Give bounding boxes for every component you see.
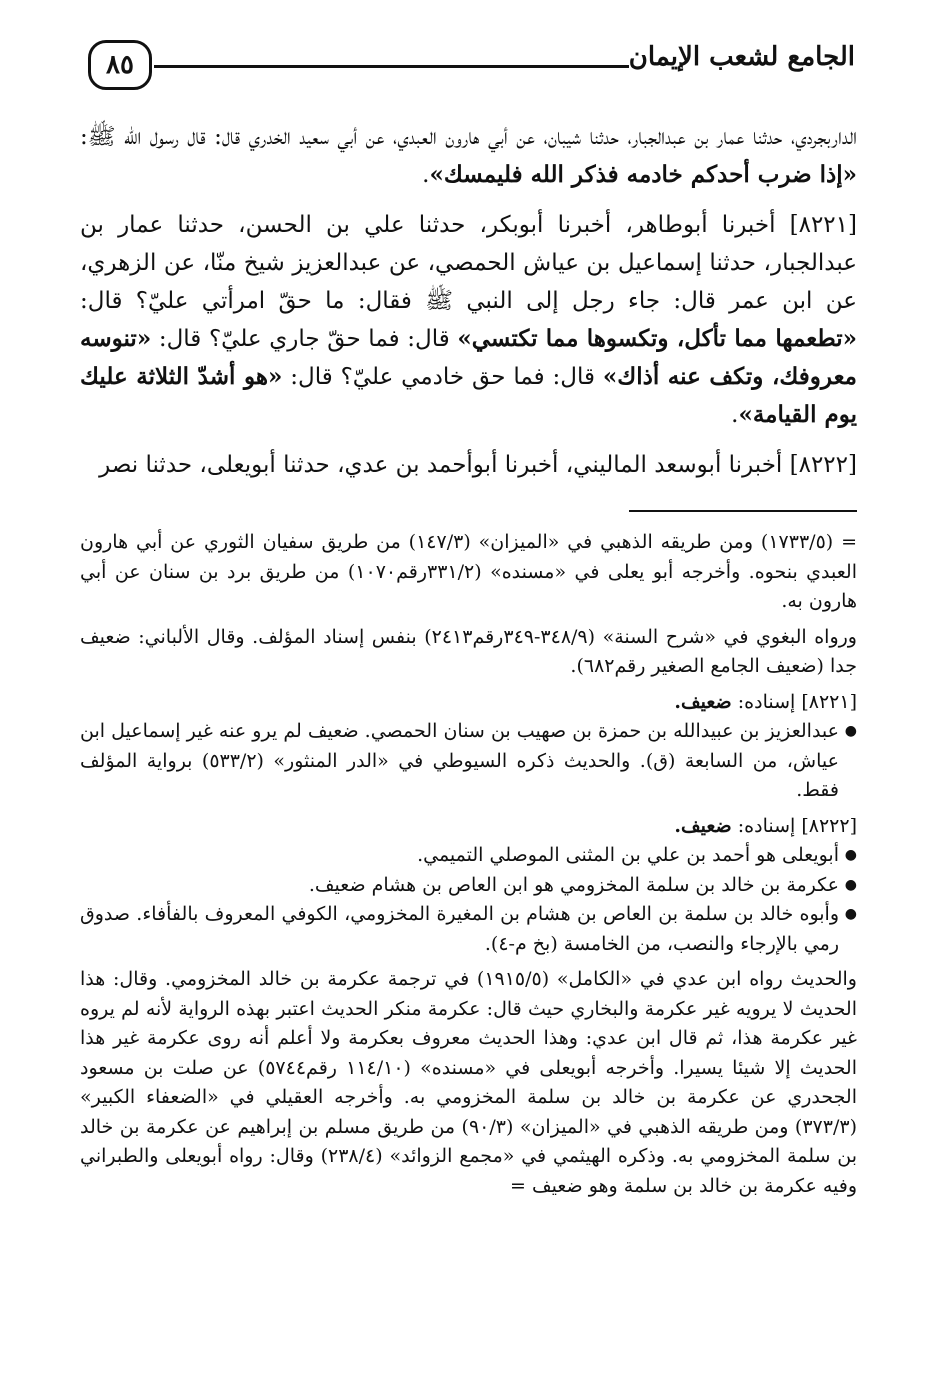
hadith-text: [٨٢٢١] أخبرنا أبوطاهر، أخبرنا أبوبكر، حدثنا علي بن الحسن، حدثنا عمار بن عبدالجبار، حدثنا إسماعيل بن عياش الحمصي، عن عبدالعزيز شيخ منّا، عن الزهري، عن ابن عمر قال: جاء رجل إلى النبي ﷺ فقال: ما حقّ امرأتي عليّ؟ قال:: [80, 212, 857, 314]
list-item: ● عبدالعزيز بن عبيدالله بن حمزة بن صهيب بن سنان الحمصي. ضعيف لم يرو عنه غير إسماعيل ابن عياش، من السابعة (ق). والحديث ذكره السيوطي في «الدر المنثور» (٥٣٣/٢) برواية المؤلف فقط.: [80, 717, 857, 806]
header-rule: [154, 65, 629, 68]
list-item: ● وأبوه خالد بن سلمة بن العاص بن هشام بن المغيرة المخزومي، الكوفي المعروف بالفأفاء. صدوق رمي بالإرجاء والنصب، من الخامسة (بخ م-٤).: [80, 900, 857, 959]
list-item: ● عكرمة بن خالد بن سلمة المخزومي هو ابن العاص بن هشام ضعيف.: [80, 871, 857, 901]
footnotes: [80, 528, 857, 1201]
footnote-8222-heading: [80, 812, 857, 842]
book-title: الجامع لشعب الإيمان: [628, 42, 855, 72]
footnote-label: [٨٢٢١] إسناده:: [737, 690, 857, 713]
footnote-continuation: = (١٧٣٣/٥) ومن طريقه الذهبي في «الميزان» (١٤٧/٣) من طريق سفيان الثوري عن أبي هارون العبدي بنحوه. وأخرجه أبو يعلى في «مسنده» (٣٣١/٢رقم١٠٧٠) من طريق برد بن سنان عن أبي هارون به.: [80, 531, 858, 612]
list-item: ● أبويعلى هو أحمد بن علي بن المثنى الموصلي التميمي.: [80, 841, 857, 871]
main-text: [80, 118, 857, 496]
footnote-divider: [629, 510, 857, 512]
paragraph-hadith-8222: [٨٢٢٢] أخبرنا أبوسعد الماليني، أخبرنا أبوأحمد بن عدي، حدثنا أبويعلى، حدثنا نصر: [99, 452, 857, 478]
footnote-grade: ضعيف.: [674, 690, 732, 713]
hadith-quote: «هو أشدّ الثلاثة عليك يوم القيامة»: [80, 363, 857, 428]
hadith-quote: «تطعمها مما تأكل، وتكسوها مما تكتسي»: [457, 325, 857, 352]
footnote-8222-list: [80, 841, 857, 959]
paragraph-hadith-8221: [80, 206, 857, 434]
footnote-8221-list: [80, 717, 857, 806]
hadith-text: قال: فما حق خادمي عليّ؟ قال:: [282, 364, 603, 390]
paragraph-hadith-continuation: [80, 118, 857, 194]
hadith-end: .: [731, 402, 739, 428]
page-number: ٨٥: [88, 40, 152, 90]
hadith-quote: «إذا ضرب أحدكم خادمه فذكر الله فليمسك»: [429, 161, 857, 188]
footnote-grade: ضعيف.: [674, 814, 732, 837]
footnote-8221-heading: [80, 688, 857, 718]
footnote-label: [٨٢٢٢] إسناده:: [737, 814, 857, 837]
footnote-ibn-adi: والحديث رواه ابن عدي في «الكامل» (١٩١٥/٥) في ترجمة عكرمة بن خالد المخزومي. وقال: هذا الحديث لا يرويه غير عكرمة والبخاري حيث قال: عكرمة منكر الحديث اعتبر بهذه الرواية لأنه لم يروه غير عكرمة هذا، ثم قال ابن عدي: وهذا الحديث معروف بعكرمة ولا أعلم أنه روى عكرمة غير هذا الحديث إلا شيئا يسيرا. وأخرجه أبويعلى في «مسنده» (١١٤/١٠ رقم٥٧٤٤) عن صلت بن مسعود الجحدري عن عكرمة بن خالد بن سلمة المخزومي به. وأخرجه العقيلي في «الضعفاء الكبير» (٣٧٣/٣) ومن طريقه الذهبي في «الميزان» (٩٠/٣) من طريق مسلم بن إبراهيم عن عكرمة بن خالد بن سلمة المخزومي به. وذكره الهيثمي في «مجمع الزوائد» (٢٣٨/٤) وقال: رواه أبويعلى والطبراني وفيه عكرمة بن خالد بن سلمة وهو ضعيف =: [80, 968, 857, 1197]
footnote-baghawi: ورواه البغوي في «شرح السنة» (٣٤٨/٩-٣٤٩رقم٢٤١٣) بنفس إسناد المؤلف. وقال الألباني: ضعيف جدا (ضعيف الجامع الصغير رقم٦٨٢).: [80, 625, 857, 677]
page-header: [88, 40, 855, 104]
hadith-end: .: [422, 162, 430, 188]
hadith-quote: «تنوسه معروفك، وتكف عنه أذاك»: [80, 325, 857, 390]
hadith-text: الداربجردي، حدثنا عمار بن عبدالجبار، حدثنا شيبان، عن أبي هارون العبدي، عن أبي سعيد الخدري قال: قال رسول الله ﷺ:: [80, 124, 857, 150]
hadith-text: قال: فما حقّ جاري عليّ؟ قال:: [151, 326, 458, 352]
